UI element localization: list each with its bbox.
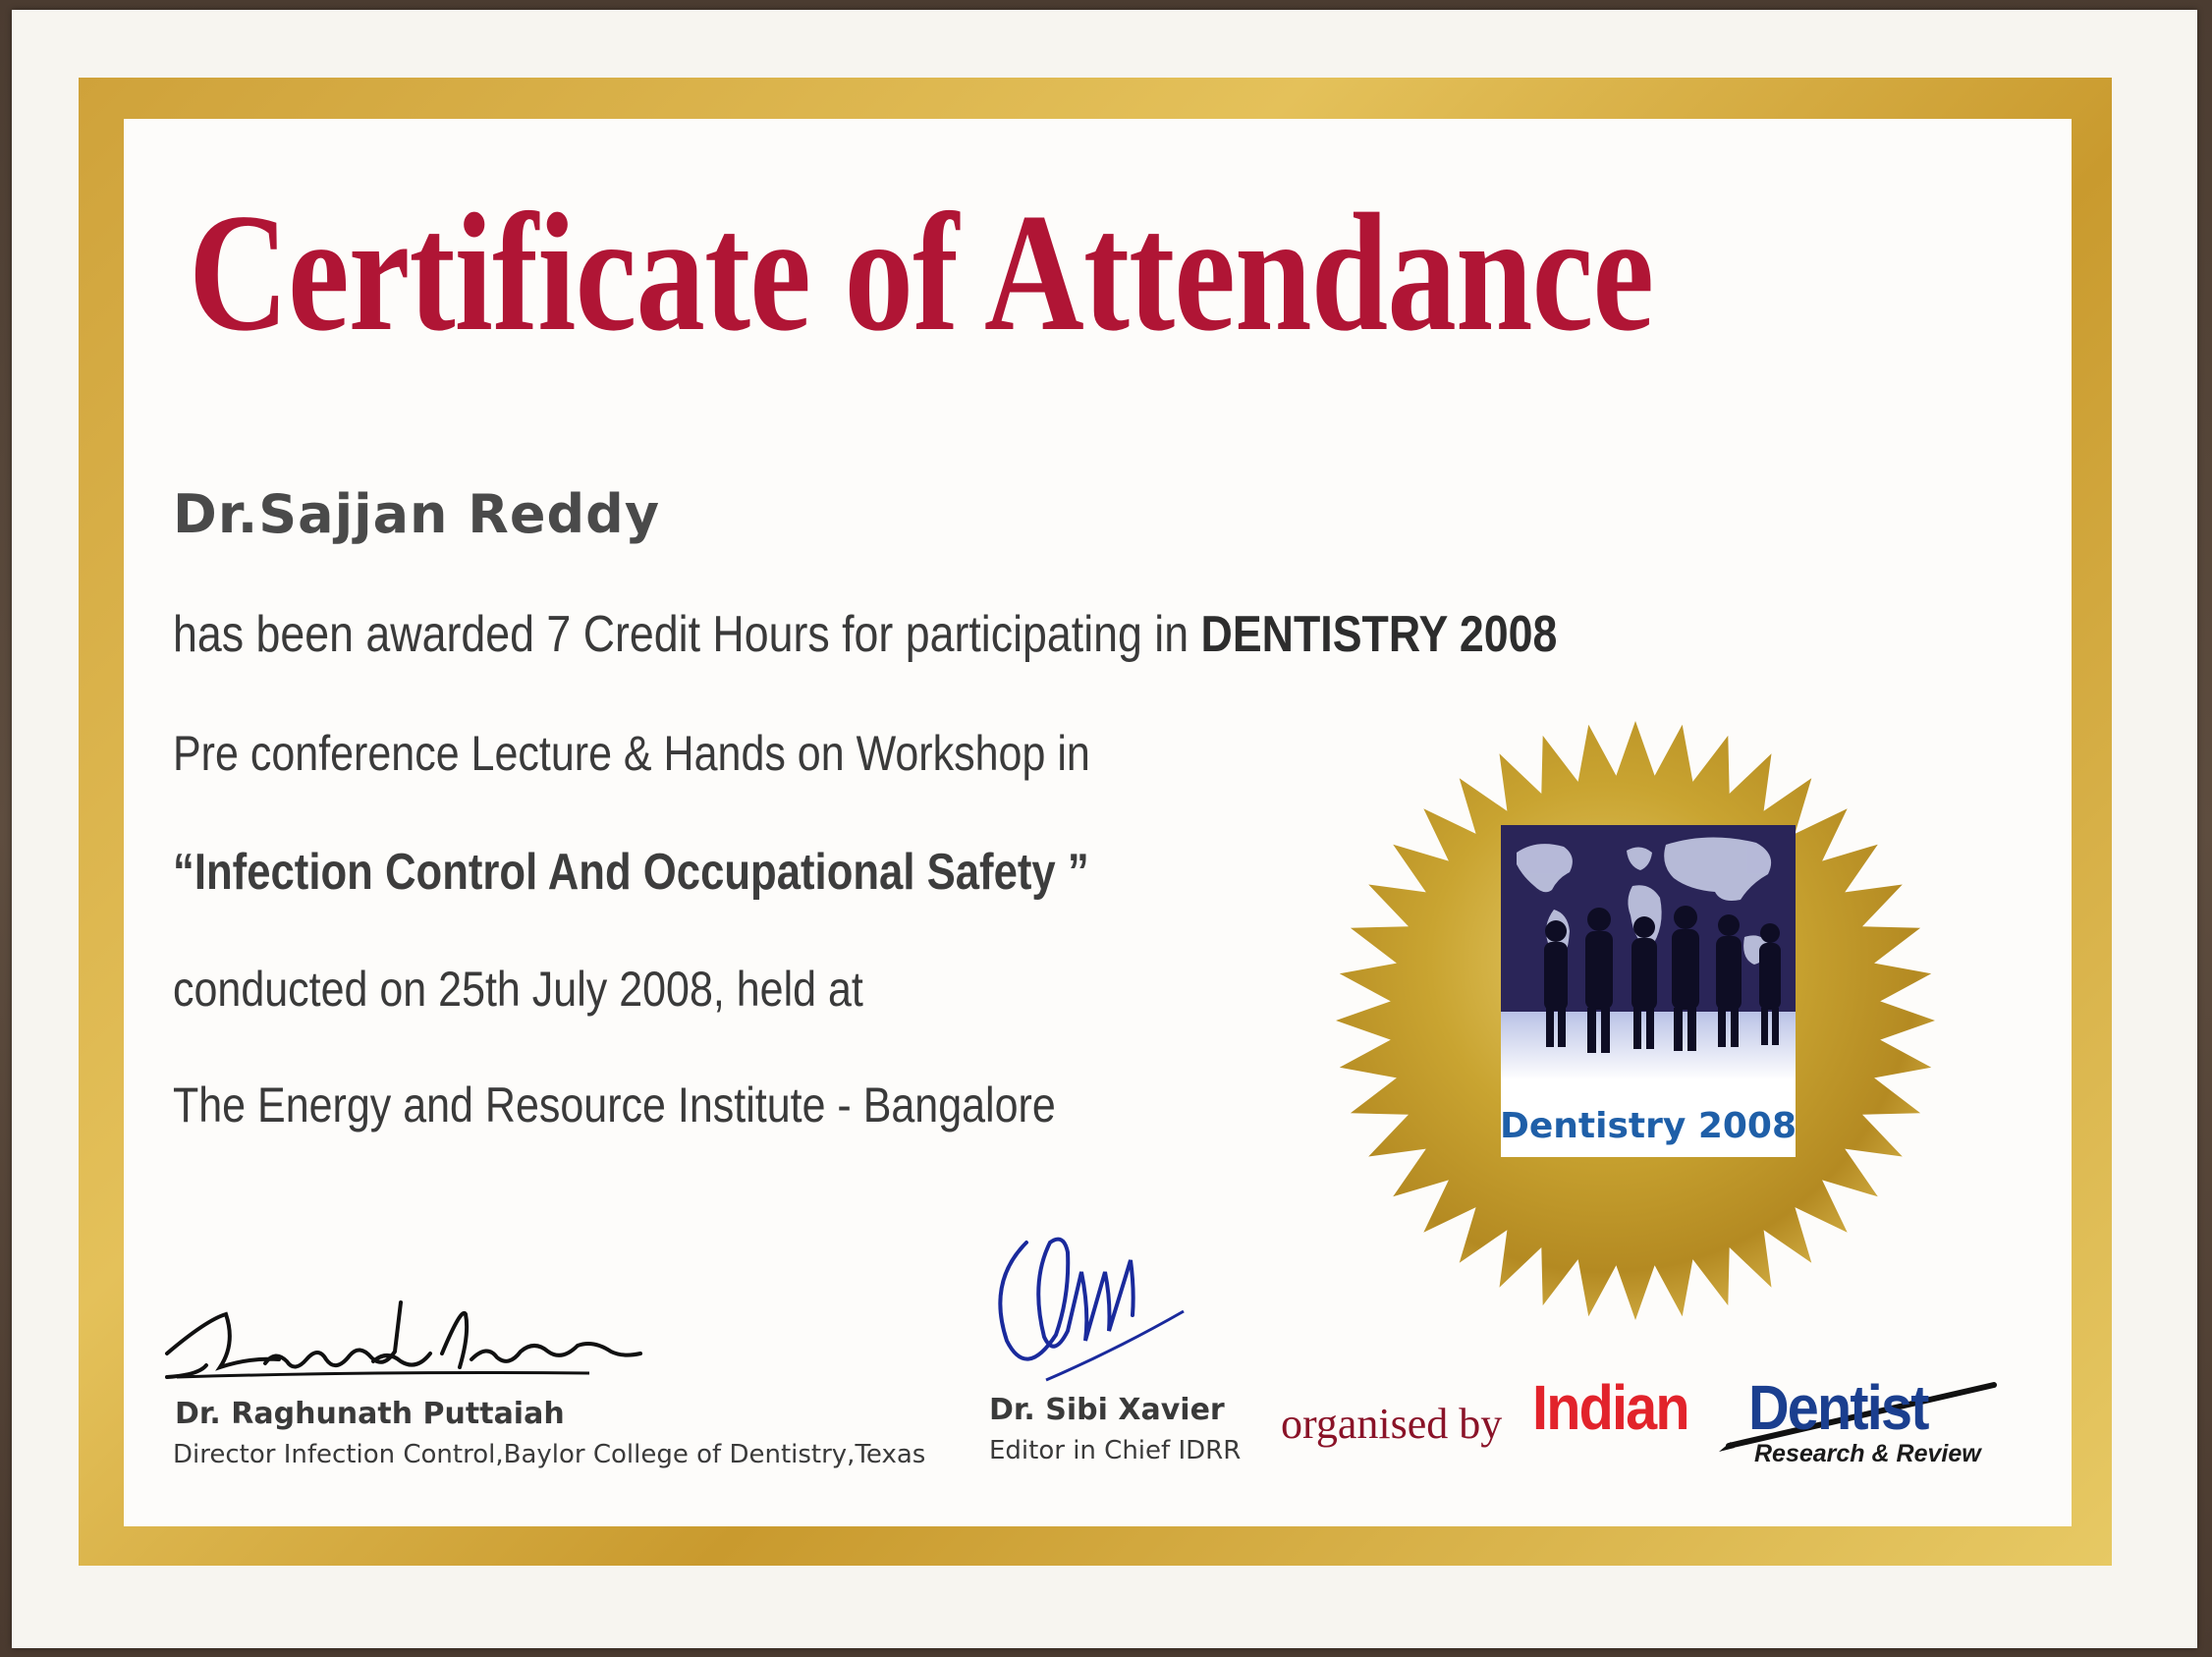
signatory-2-role: Editor in Chief IDRR bbox=[989, 1436, 1242, 1465]
event-name: DENTISTRY 2008 bbox=[1200, 606, 1558, 663]
seal-label: Dentistry 2008 bbox=[1499, 1106, 1797, 1146]
signature-xavier bbox=[987, 1233, 1193, 1390]
certificate-title: Certificate of Attendance bbox=[189, 180, 1654, 366]
award-line bbox=[173, 605, 1557, 664]
award-text: has been awarded 7 Credit Hours for participating in bbox=[173, 606, 1201, 663]
venue-line: The Energy and Resource Institute - Bangalore bbox=[173, 1077, 1056, 1132]
logo-word-indian: Indian bbox=[1532, 1372, 1688, 1443]
recipient-name: Dr.Sajjan Reddy bbox=[173, 483, 661, 545]
signature-puttaiah bbox=[147, 1295, 658, 1403]
logo-subtitle: Research & Review bbox=[1754, 1440, 1981, 1467]
gold-seal bbox=[1332, 717, 1939, 1324]
logo-word-dentist: Dentist bbox=[1748, 1372, 1928, 1443]
date-line: conducted on 25th July 2008, held at bbox=[173, 962, 863, 1017]
indian-dentist-logo bbox=[1532, 1371, 2004, 1479]
seal-emblem bbox=[1500, 825, 1797, 1157]
organised-by-label: organised by bbox=[1281, 1400, 1503, 1448]
signatory-2-name: Dr. Sibi Xavier bbox=[989, 1393, 1225, 1427]
workshop-topic: “Infection Control And Occupational Safety ” bbox=[173, 844, 1089, 901]
signatory-1-name: Dr. Raghunath Puttaiah bbox=[175, 1397, 565, 1431]
program-line: Pre conference Lecture & Hands on Workshop in bbox=[173, 726, 1090, 781]
signatory-1-role: Director Infection Control,Baylor College of Dentistry,Texas bbox=[173, 1440, 926, 1469]
